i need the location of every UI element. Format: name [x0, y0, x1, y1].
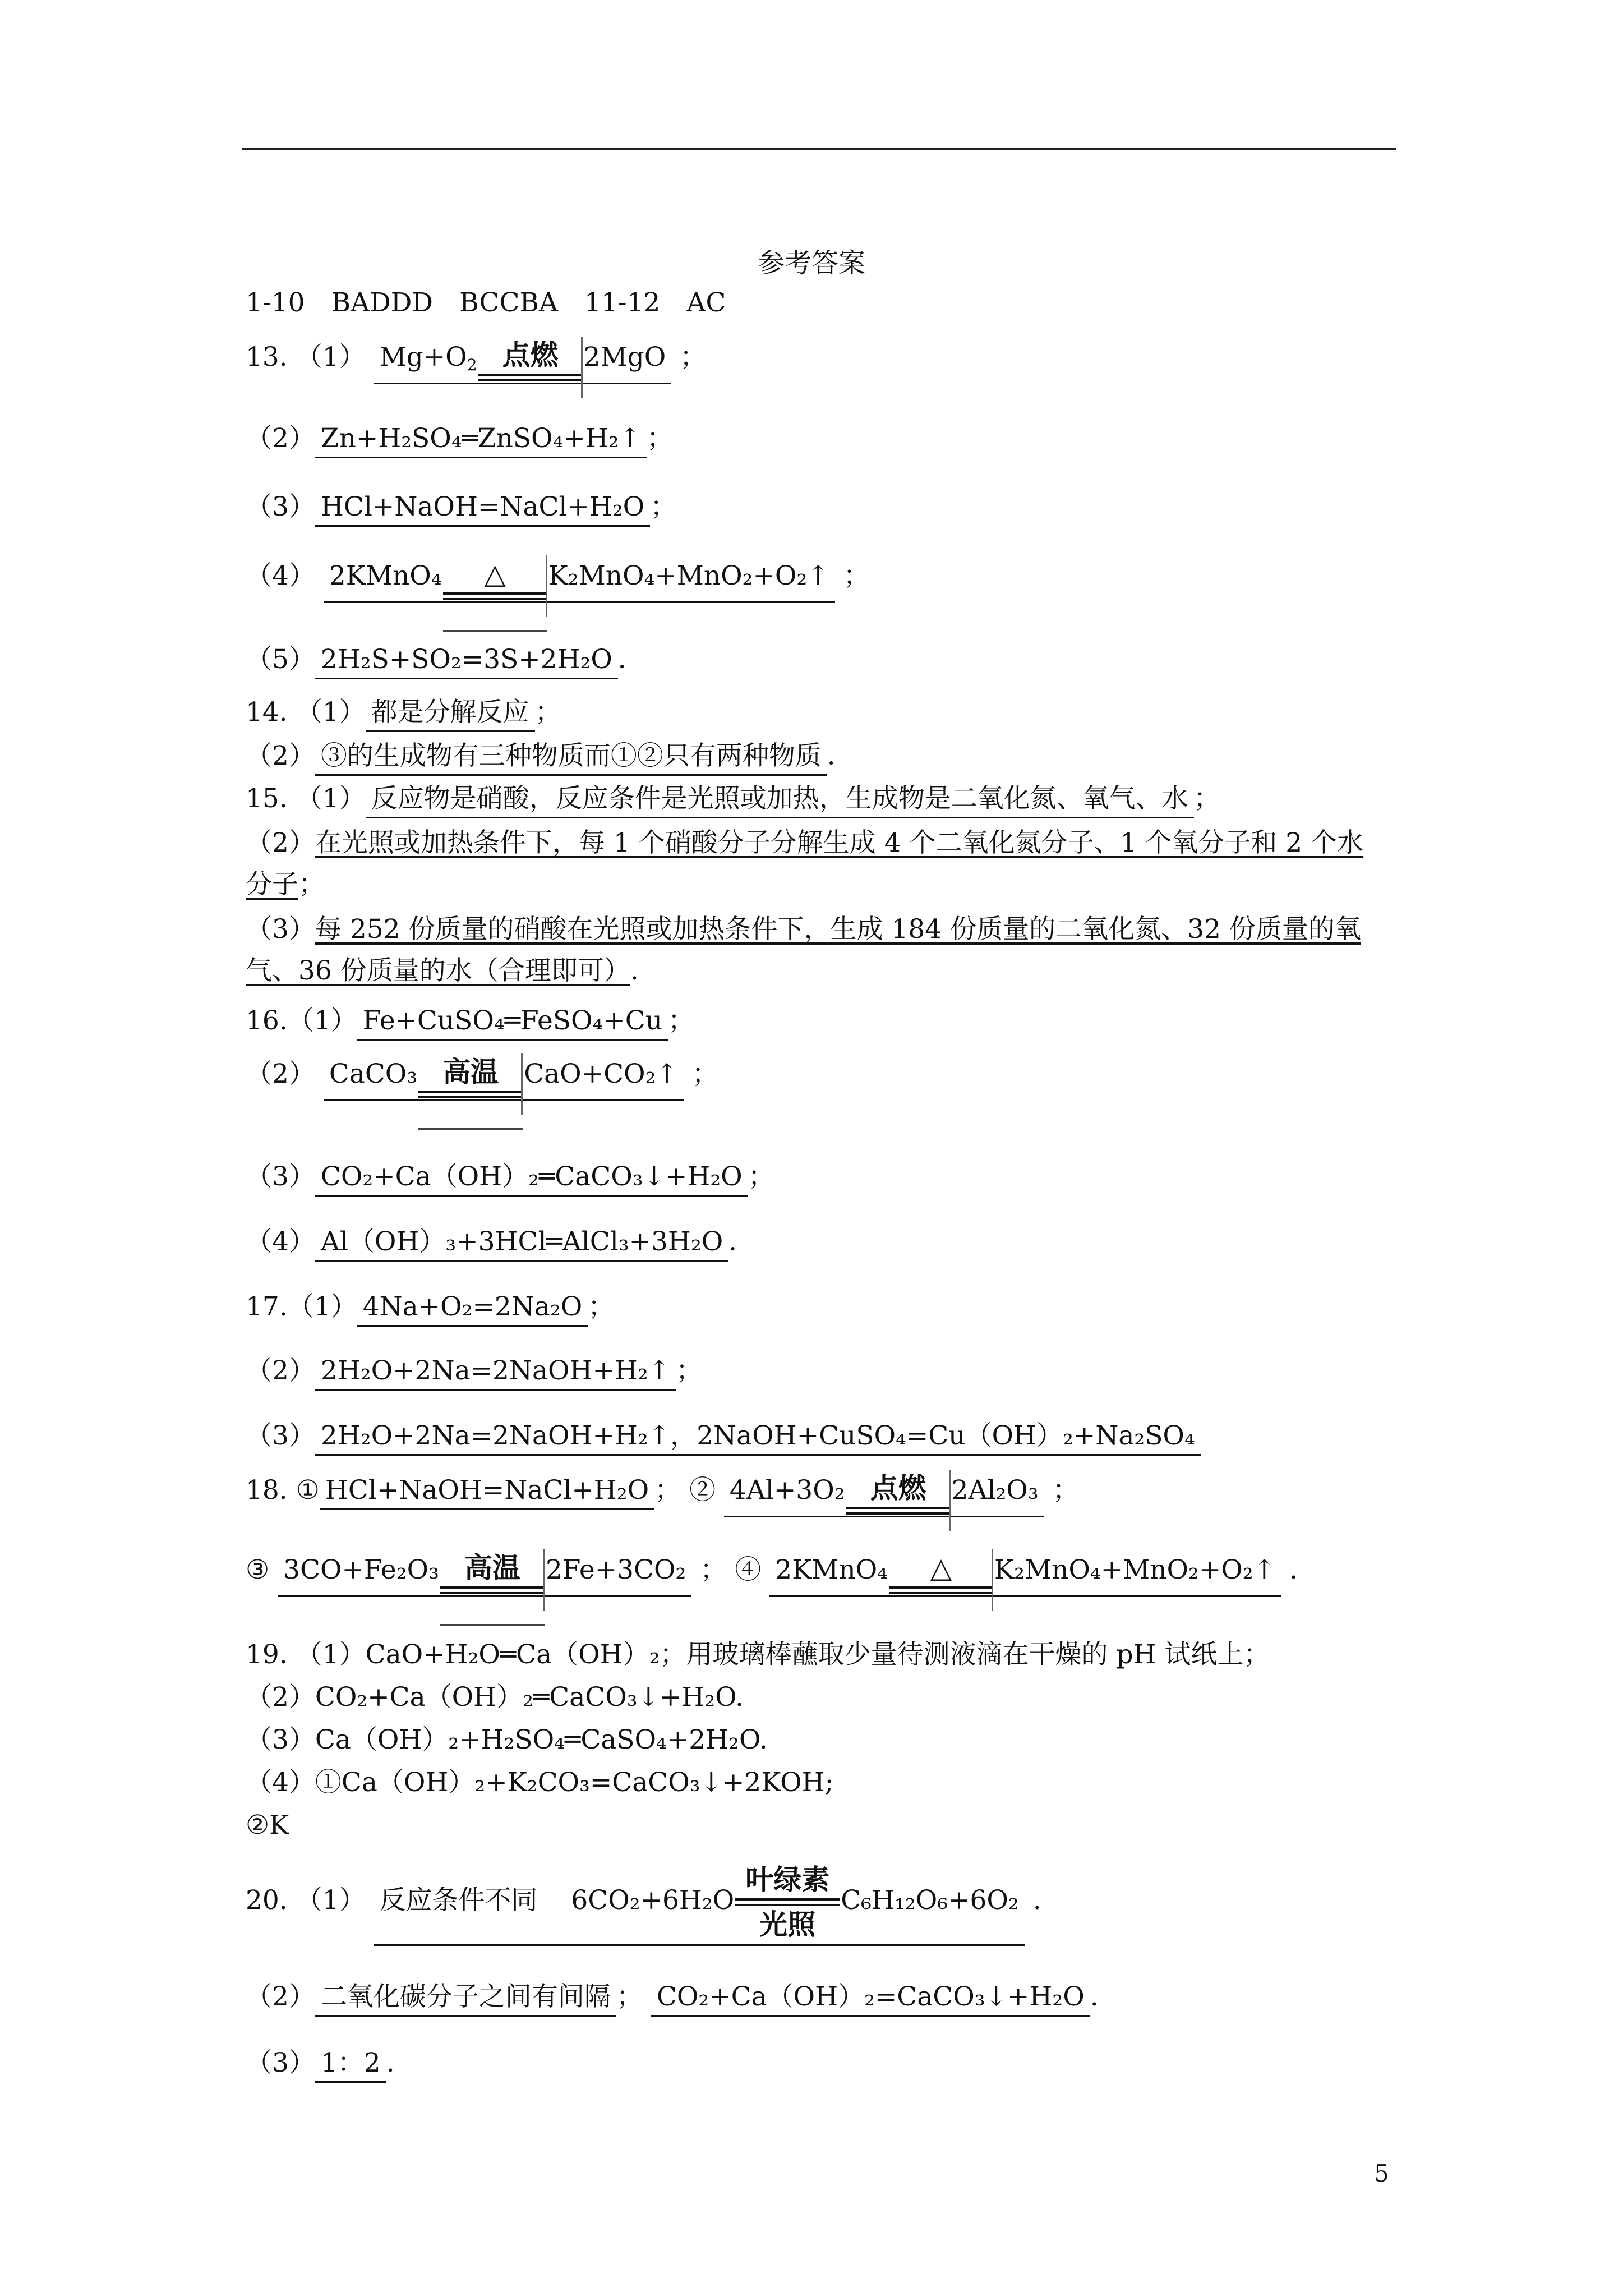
q20-p1-right: C₆H₁₂O₆+6O₂	[841, 1885, 1019, 1916]
punctuation: ．	[617, 644, 644, 675]
q13-part2	[246, 422, 673, 458]
condition-label: 高温	[464, 1552, 520, 1584]
q15-number: 15.	[246, 783, 288, 814]
q13-number: 13.	[246, 342, 288, 372]
q20-p3-answer: 1：2	[315, 2046, 386, 2083]
q13-p4-equation	[324, 555, 835, 603]
q13-p3-label: （3）	[246, 491, 315, 522]
q13-p5-equation: 2H₂S+SO₂=3S+2H₂O	[315, 643, 618, 679]
q18-number: 18.	[246, 1475, 288, 1506]
punctuation: ；	[650, 491, 677, 522]
q18-c2-right: 2Al₂O₃	[951, 1475, 1039, 1506]
punctuation: ；	[654, 1475, 681, 1506]
header-rule	[242, 148, 1396, 150]
punctuation: .	[630, 955, 639, 986]
reaction-condition	[418, 1053, 523, 1098]
q20-p1-answer	[374, 1861, 1025, 1946]
q19-part3: （3）Ca（OH）₂+H₂SO₄═CaSO₄+2H₂O.	[246, 1724, 768, 1755]
q14-part2	[246, 739, 854, 776]
page-number: 5	[1374, 2160, 1389, 2187]
condition-bottom: 光照	[759, 1908, 816, 1941]
q18-c3-right: 2Fe+3CO₂	[545, 1554, 686, 1585]
punctuation: ；	[298, 869, 325, 900]
q15-p2-answer: 在光照或加热条件下，每 1 个硝酸分子分解生成 4 个二氧化氮分子、1 个氧分子和 2 个水分子	[246, 827, 1364, 900]
q20-part2	[246, 1980, 1099, 2017]
q20-p1-text: 反应条件不同	[379, 1885, 538, 1916]
q16-part2	[246, 1053, 718, 1101]
q16-p1-label: （1）	[287, 1005, 357, 1036]
q16-part4	[246, 1225, 755, 1262]
q17-p3-equation: 2H₂O+2Na=2NaOH+H₂↑，2NaOH+CuSO₄=Cu（OH）₂+Na₂SO₄	[315, 1419, 1201, 1456]
punctuation: ；	[691, 1059, 718, 1089]
equals-bars	[889, 1586, 993, 1594]
q18-c2-equation	[724, 1470, 1044, 1517]
punctuation: ；	[676, 1355, 703, 1386]
q19-part1	[246, 1638, 1270, 1672]
q19-part2: （2）CO₂+Ca（OH）₂═CaCO₃↓+H₂O.	[246, 1682, 744, 1713]
reaction-condition	[846, 1470, 951, 1515]
q19-part5: ②K	[246, 1810, 289, 1841]
equals-bars	[418, 1091, 523, 1098]
q18-c4-right: K₂MnO₄+MnO₂+O₂↑	[994, 1554, 1276, 1585]
q13-p4-label: （4）	[246, 560, 315, 591]
q13-p1-left: Mg+O	[379, 342, 467, 372]
q17-part2	[246, 1354, 702, 1391]
equals-bars	[478, 374, 583, 381]
punctuation: ；	[534, 697, 561, 728]
q18-c3-left: 3CO+Fe₂O₃	[283, 1554, 439, 1585]
q16-p2-equation	[324, 1053, 684, 1101]
q14-part1	[246, 696, 561, 732]
q19-part4: （4）①Ca（OH）₂+K₂CO₃=CaCO₃↓+2KOH;	[246, 1767, 834, 1798]
q18-c2-label: ②	[689, 1475, 716, 1506]
q15-p1-answer: 反应物是硝酸，反应条件是光照或加热，生成物是二氧化氮、氧气、水	[366, 782, 1194, 818]
punctuation: .	[1289, 1554, 1298, 1585]
answers-1-12: 1-10 BADDD BCCBA 11-12 AC	[246, 287, 726, 318]
q20-p2-label: （2）	[246, 1981, 315, 2012]
q17-number: 17.	[246, 1291, 288, 1322]
punctuation: .	[1090, 1981, 1099, 2012]
q20-number: 20.	[246, 1885, 288, 1916]
q13-p1-right: 2MgO	[583, 342, 666, 372]
q13-p4-left: 2KMnO₄	[329, 560, 442, 591]
reaction-condition	[440, 1549, 545, 1594]
punctuation: .	[386, 2047, 395, 2078]
q17-p1-label: （1）	[287, 1291, 357, 1322]
q16-part3	[246, 1160, 774, 1197]
q20-part3	[246, 2046, 395, 2083]
q13-p1-left-sub: 2	[467, 356, 477, 374]
equals-bars	[443, 592, 547, 600]
q17-p1-equation: 4Na+O₂=2Na₂O	[357, 1290, 588, 1327]
q16-p3-equation: CO₂+Ca（OH）₂═CaCO₃↓+H₂O	[315, 1160, 748, 1197]
q13-p3-equation: HCl+NaOH=NaCl+H₂O	[315, 490, 650, 527]
q15-p3-answer: 每 252 份质量的硝酸在光照或加热条件下，生成 184 份质量的二氧化氮、32 份质量的氧气、36 份质量的水（合理即可）	[246, 914, 1361, 986]
punctuation: ；	[588, 1291, 615, 1322]
q18-row2	[246, 1549, 1298, 1597]
q15-part1	[246, 782, 1220, 818]
q15-p2-label: （2）	[246, 827, 315, 858]
q18-c4-label: ④	[735, 1554, 762, 1585]
q13-part4	[246, 555, 870, 603]
q16-p1-equation: Fe+CuSO₄═FeSO₄+Cu	[357, 1004, 668, 1041]
q18-c3-label: ③	[246, 1554, 270, 1585]
q14-p2-answer: ③的生成物有三种物质而①②只有两种物质	[315, 739, 827, 776]
punctuation: ；	[843, 560, 870, 591]
condition-label: 高温	[442, 1056, 499, 1088]
q18-c1-label: ①	[296, 1475, 320, 1506]
punctuation: ；	[700, 1554, 727, 1585]
punctuation: ．	[728, 1226, 755, 1257]
q13-p5-label: （5）	[246, 644, 315, 675]
q13-part3	[246, 490, 676, 527]
q17-part3	[246, 1419, 1201, 1456]
q14-p1-answer: 都是分解反应	[366, 696, 535, 732]
q15-part3	[246, 909, 1378, 992]
q19-number: 19.	[246, 1639, 288, 1670]
q16-p4-equation: Al（OH）₃+3HCl═AlCl₃+3H₂O	[315, 1225, 728, 1262]
q18-row1	[246, 1470, 1079, 1517]
page-title: 参考答案	[757, 247, 865, 279]
q20-p3-label: （3）	[246, 2047, 315, 2078]
heat-triangle-icon: △	[930, 1552, 952, 1584]
q17-p2-equation: 2H₂O+2Na=2NaOH+H₂↑	[315, 1354, 676, 1391]
q15-part2	[246, 822, 1378, 905]
reaction-condition	[478, 337, 583, 381]
equals-bars	[846, 1507, 951, 1515]
q14-p1-label: （1）	[296, 697, 366, 728]
equals-bars	[440, 1586, 545, 1594]
condition-label: 点燃	[870, 1472, 926, 1504]
reaction-condition	[735, 1861, 840, 1943]
punctuation: ；	[748, 1161, 774, 1192]
q16-p2-label: （2）	[246, 1059, 315, 1089]
q20-part1	[246, 1861, 1041, 1946]
q16-part1	[246, 1004, 694, 1041]
q20-p1-label: （1）	[296, 1885, 366, 1916]
q16-p3-label: （3）	[246, 1161, 315, 1192]
q13-p2-label: （2）	[246, 423, 315, 454]
punctuation: ；	[668, 1005, 695, 1036]
punctuation: ；	[647, 423, 673, 454]
punctuation: ；	[1052, 1475, 1079, 1506]
q18-c3-equation	[278, 1549, 691, 1597]
q17-p2-label: （2）	[246, 1355, 315, 1386]
q13-p4-right: K₂MnO₄+MnO₂+O₂↑	[548, 560, 829, 591]
q18-c1-equation: HCl+NaOH=NaCl+H₂O	[320, 1474, 654, 1510]
q13-p1-equation	[374, 337, 672, 384]
q13-part5	[246, 643, 644, 679]
q18-c4-equation	[769, 1549, 1281, 1597]
punctuation: ；	[1193, 783, 1220, 814]
q20-p2-answer-a: 二氧化碳分子之间有间隔	[315, 1980, 616, 2017]
q17-part1	[246, 1290, 614, 1327]
q14-p2-label: （2）	[246, 740, 315, 771]
q19-p1-text: （1）CaO+H₂O═Ca（OH）₂；用玻璃棒蘸取少量待测液滴在干燥的 pH 试纸上；	[296, 1639, 1270, 1670]
q20-p2-answer-b: CO₂+Ca（OH）₂=CaCO₃↓+H₂O	[651, 1980, 1090, 2017]
reaction-condition	[889, 1549, 993, 1594]
q18-c4-left: 2KMnO₄	[775, 1554, 888, 1585]
heat-triangle-icon: △	[484, 558, 506, 590]
punctuation: .	[1032, 1885, 1041, 1916]
q16-p2-right: CaO+CO₂↑	[524, 1059, 678, 1089]
condition-label: 点燃	[502, 339, 559, 371]
equals-bars	[735, 1898, 840, 1906]
q15-p1-label: （1）	[296, 783, 366, 814]
q17-p3-label: （3）	[246, 1420, 315, 1451]
q16-p2-left: CaCO₃	[329, 1059, 418, 1089]
punctuation: ；	[680, 342, 707, 372]
q18-c2-left: 4Al+3O₂	[730, 1475, 845, 1506]
q13-part1	[246, 337, 706, 384]
q14-number: 14.	[246, 697, 288, 728]
q13-p2-equation: Zn+H₂SO₄═ZnSO₄+H₂↑	[315, 422, 647, 458]
condition-top: 叶绿素	[745, 1864, 830, 1896]
q16-p4-label: （4）	[246, 1226, 315, 1257]
punctuation: ．	[827, 740, 854, 771]
q15-p3-label: （3）	[246, 914, 315, 945]
q16-number: 16.	[246, 1005, 288, 1036]
q20-p1-left: 6CO₂+6H₂O	[571, 1885, 735, 1916]
q13-p1-label: （1）	[296, 342, 366, 372]
reaction-condition	[443, 555, 547, 600]
punctuation: ；	[616, 1981, 643, 2012]
